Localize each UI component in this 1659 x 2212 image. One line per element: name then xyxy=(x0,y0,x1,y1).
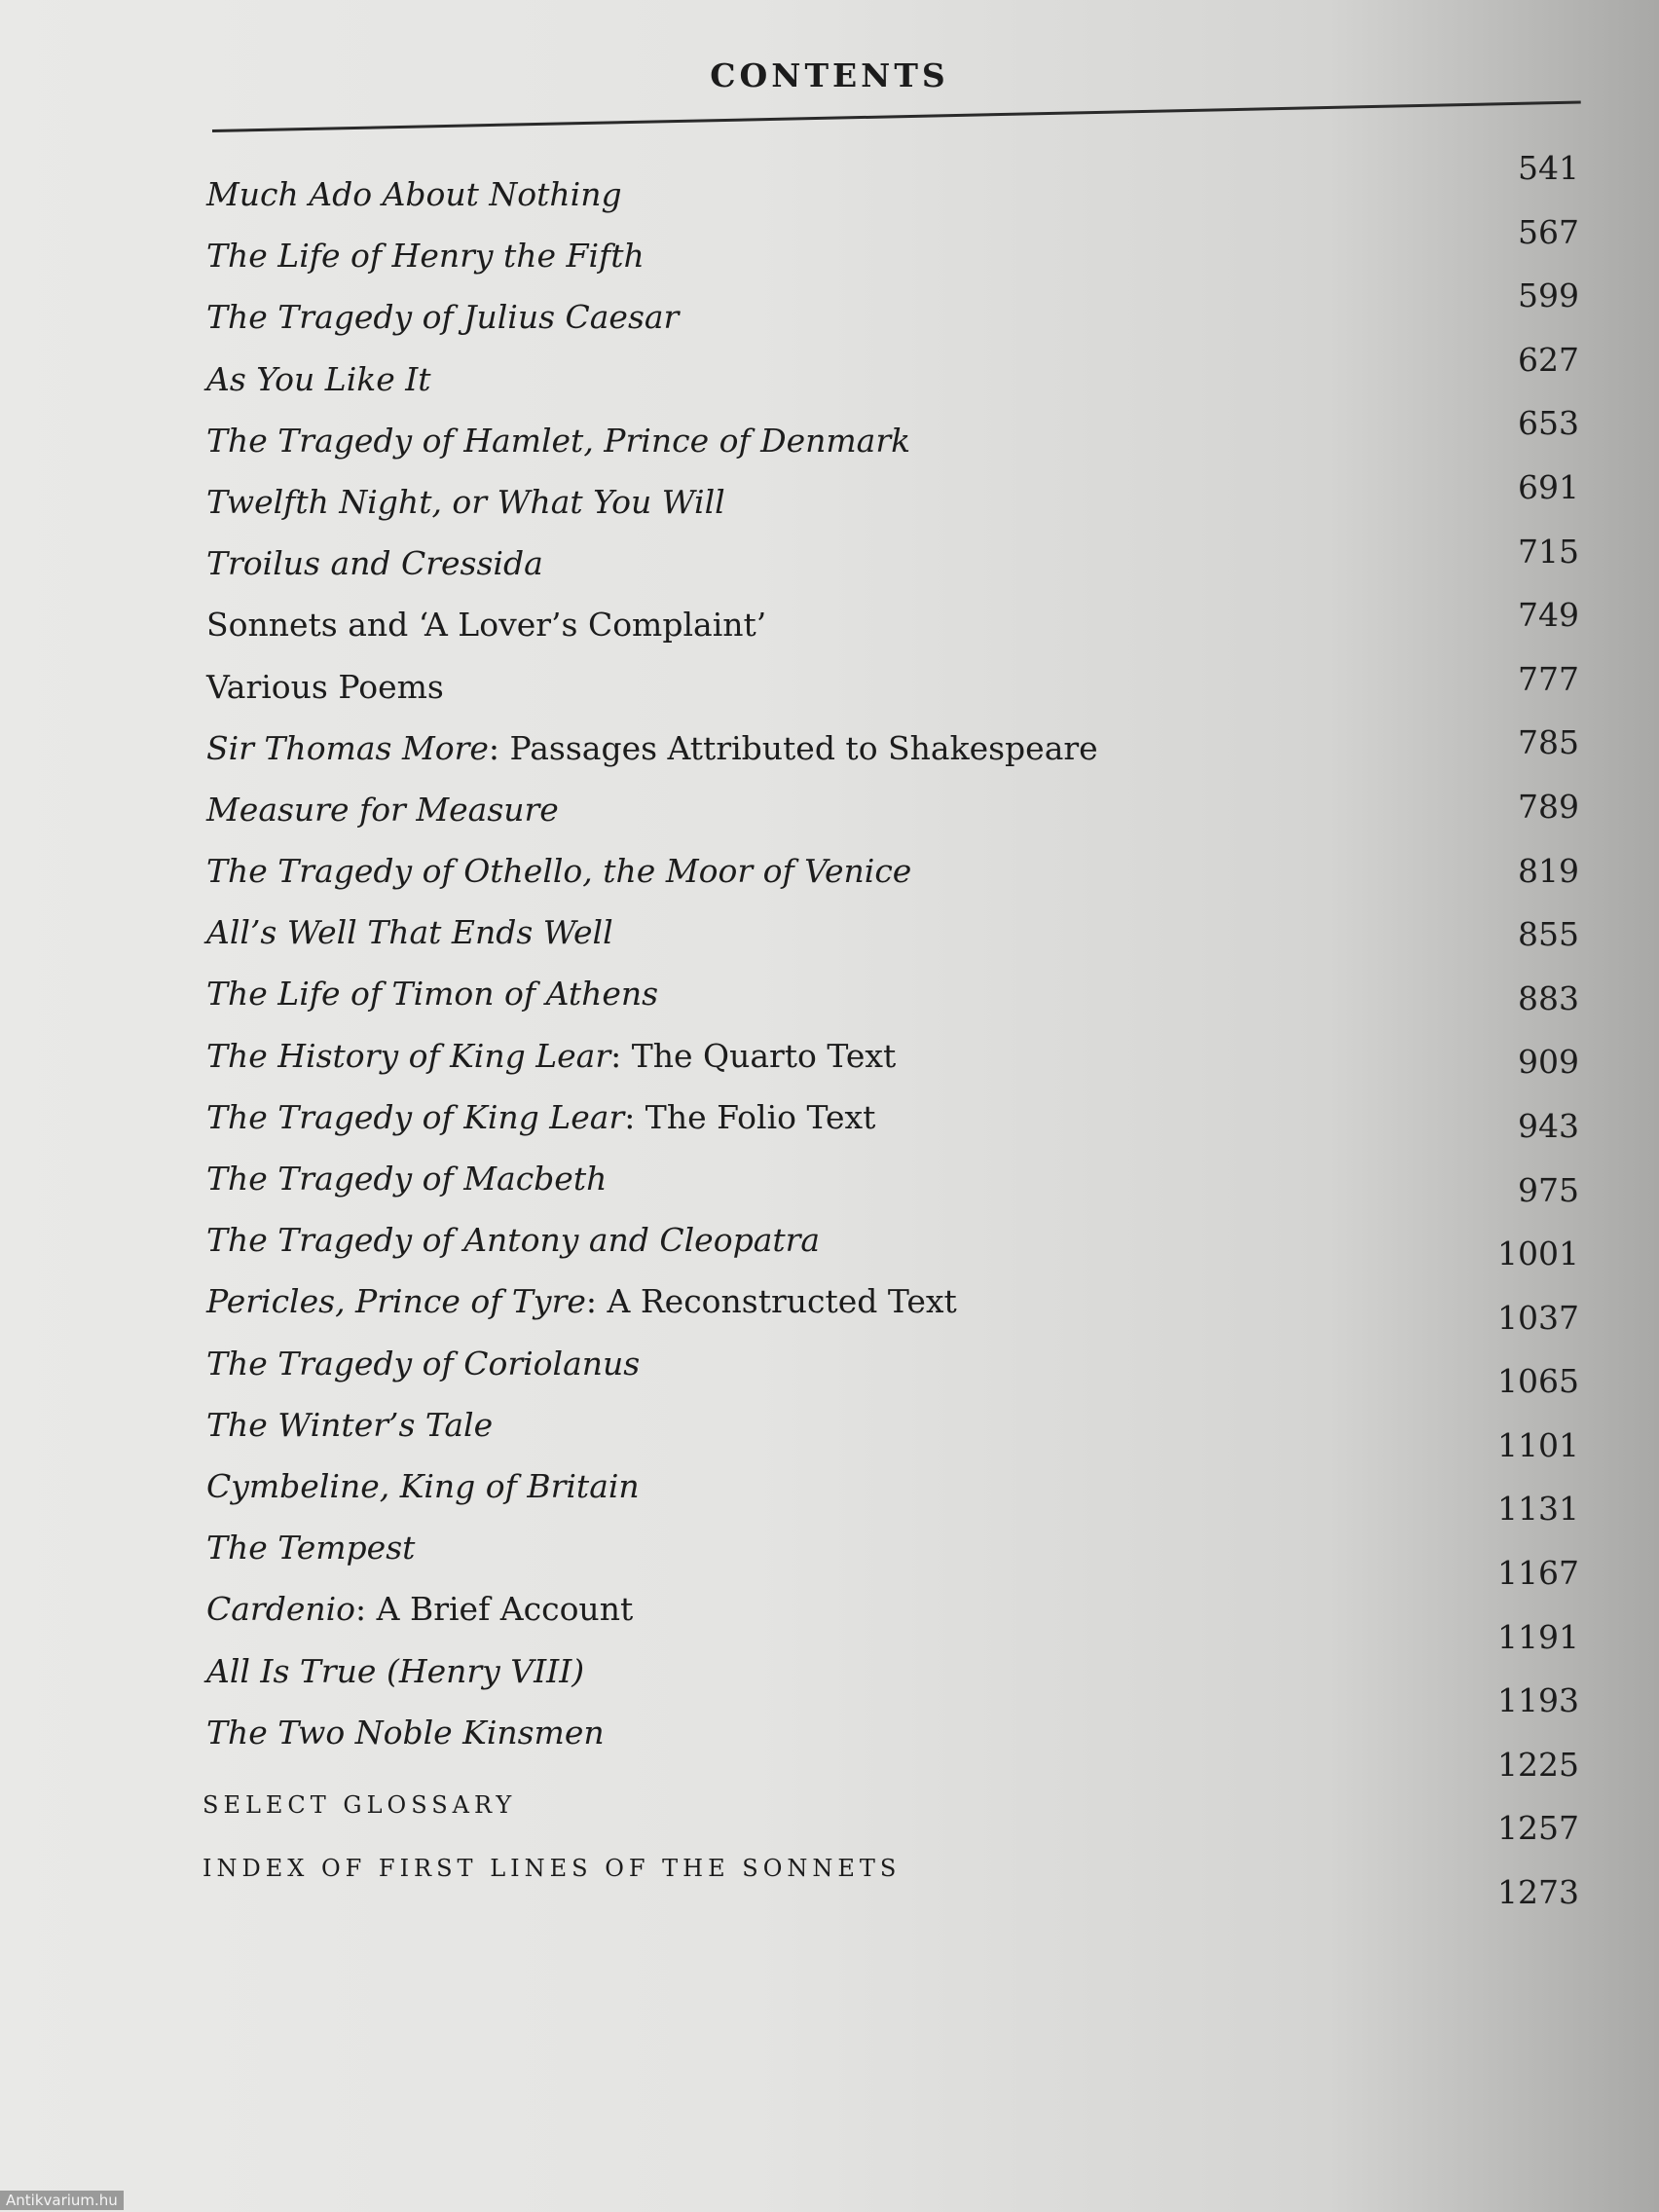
entry-title-italic: Pericles, Prince of Tyre xyxy=(206,1282,586,1321)
entry-title-italic: Cymbeline, King of Britain xyxy=(206,1466,640,1505)
entry-title-italic: The Winter’s Tale xyxy=(206,1405,494,1444)
page-number: 567 xyxy=(1518,212,1579,251)
entry-title-italic: Cardenio xyxy=(206,1590,356,1629)
page-number: 749 xyxy=(1518,596,1579,635)
entry-title xyxy=(206,1578,1180,1640)
entry-title xyxy=(206,1271,1180,1332)
entry-title-italic: The Tragedy of Macbeth xyxy=(206,1160,608,1198)
page-number: 599 xyxy=(1518,276,1579,315)
page-number: 909 xyxy=(1518,1043,1579,1082)
entry-title-italic: The Tragedy of Coriolanus xyxy=(206,1344,641,1382)
entry-title xyxy=(206,164,1180,225)
entry-title-italic: All Is True (Henry VIII) xyxy=(206,1651,585,1690)
entry-title xyxy=(206,656,1180,718)
page-number: 819 xyxy=(1518,851,1579,890)
entry-title-italic: The Tragedy of Hamlet, Prince of Denmark xyxy=(206,421,911,460)
entry-title-plain: : The Quarto Text xyxy=(610,1036,897,1075)
entry-title-italic: The Two Noble Kinsmen xyxy=(206,1713,605,1751)
entry-title-plain: : A Reconstructed Text xyxy=(585,1282,957,1321)
entry-title-italic: As You Like It xyxy=(206,359,431,398)
entry-title-plain: Various Poems xyxy=(206,667,444,706)
title-list xyxy=(206,164,1180,1763)
entry-title-italic: The Life of Henry the Fifth xyxy=(206,237,645,276)
page-number: 1273 xyxy=(1497,1873,1579,1912)
heading-rule xyxy=(212,101,1581,132)
page-number: 777 xyxy=(1518,659,1579,698)
entry-title-italic: Much Ado About Nothing xyxy=(206,175,622,213)
entry-title-italic: The Tragedy of Julius Caesar xyxy=(206,298,680,337)
page-number: 1257 xyxy=(1497,1809,1579,1848)
back-matter-glossary: SELECT GLOSSARY xyxy=(203,1791,517,1819)
entry-title-italic: The Life of Timon of Athens xyxy=(206,975,659,1014)
page-number: 1191 xyxy=(1497,1617,1579,1656)
page-number: 627 xyxy=(1518,340,1579,379)
entry-title xyxy=(206,963,1180,1024)
entry-title xyxy=(206,286,1180,348)
entry-title xyxy=(206,1333,1180,1394)
entry-title xyxy=(206,1517,1180,1578)
page-number: 943 xyxy=(1518,1106,1579,1145)
page-number: 653 xyxy=(1518,404,1579,443)
page-number: 1001 xyxy=(1497,1235,1579,1273)
entry-title xyxy=(206,840,1180,902)
entry-title xyxy=(206,1025,1180,1087)
entry-title xyxy=(206,1209,1180,1271)
entry-title xyxy=(206,349,1180,410)
entry-title xyxy=(206,1087,1180,1148)
page-number: 975 xyxy=(1518,1170,1579,1209)
entry-title-italic: Sir Thomas More xyxy=(206,728,489,767)
page-heading: CONTENTS xyxy=(710,56,949,94)
entry-title-italic: The History of King Lear xyxy=(206,1036,611,1075)
entry-title xyxy=(206,533,1180,594)
page-number: 1037 xyxy=(1497,1298,1579,1337)
entry-title-italic: Measure for Measure xyxy=(206,790,559,829)
page-number: 855 xyxy=(1518,915,1579,954)
page-number: 1065 xyxy=(1497,1362,1579,1401)
entry-title xyxy=(206,410,1180,471)
watermark: Antikvarium.hu xyxy=(0,2191,124,2210)
page-number: 883 xyxy=(1518,978,1579,1017)
entry-title-italic: Troilus and Cressida xyxy=(206,544,543,583)
page-number: 1101 xyxy=(1497,1425,1579,1464)
page-number-column xyxy=(1412,136,1579,1925)
entry-title-italic: The Tragedy of King Lear xyxy=(206,1097,625,1136)
entry-title-italic: Twelfth Night, or What You Will xyxy=(206,482,725,521)
entry-title-plain: : Passages Attributed to Shakespeare xyxy=(488,728,1098,767)
page-number: 541 xyxy=(1518,149,1579,187)
entry-title-italic: The Tragedy of Antony and Cleopatra xyxy=(206,1221,821,1260)
entry-title-plain: : The Folio Text xyxy=(624,1097,876,1136)
page-number: 789 xyxy=(1518,787,1579,826)
entry-title-plain: Sonnets and ‘A Lover’s Complaint’ xyxy=(206,606,767,645)
entry-title xyxy=(206,225,1180,286)
entry-title xyxy=(206,902,1180,963)
entry-title-italic: The Tempest xyxy=(206,1529,416,1567)
entry-title xyxy=(206,779,1180,840)
page-number: 1167 xyxy=(1497,1554,1579,1593)
entry-title xyxy=(206,718,1180,779)
entry-title xyxy=(206,1456,1180,1517)
entry-title xyxy=(206,1702,1180,1763)
entry-title xyxy=(206,471,1180,533)
page-number: 715 xyxy=(1518,532,1579,571)
page-number: 785 xyxy=(1518,723,1579,762)
entry-title xyxy=(206,1148,1180,1209)
back-matter-sonnet-index: INDEX OF FIRST LINES OF THE SONNETS xyxy=(203,1855,902,1882)
entry-title xyxy=(206,1641,1180,1702)
page-number: 691 xyxy=(1518,467,1579,506)
page-number: 1131 xyxy=(1497,1490,1579,1529)
entry-title-plain: : A Brief Account xyxy=(355,1590,634,1629)
entry-title-italic: The Tragedy of Othello, the Moor of Venice xyxy=(206,852,912,891)
page-number: 1193 xyxy=(1497,1681,1579,1720)
entry-title xyxy=(206,594,1180,655)
entry-title xyxy=(206,1394,1180,1456)
entry-title-italic: All’s Well That Ends Well xyxy=(206,913,613,952)
page-number: 1225 xyxy=(1497,1745,1579,1784)
